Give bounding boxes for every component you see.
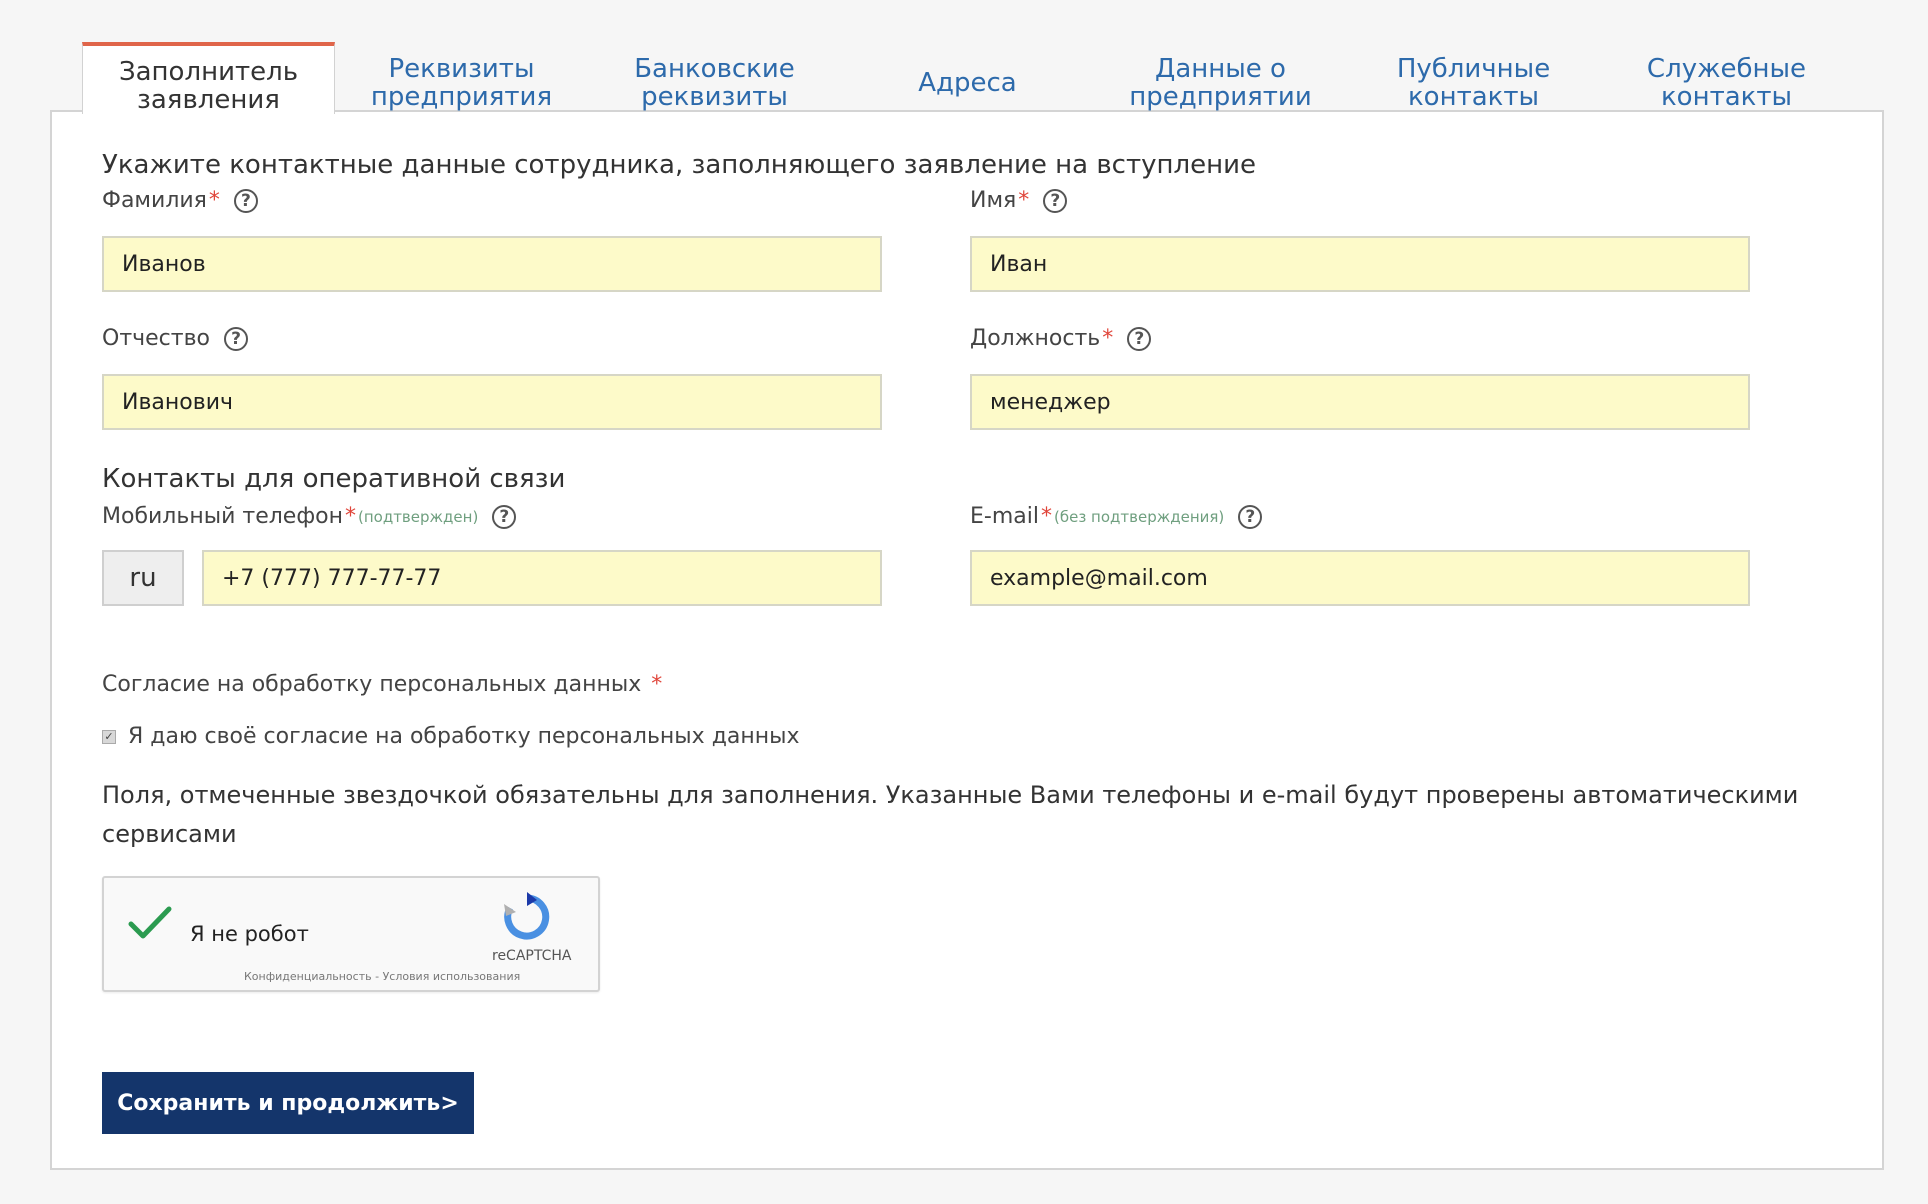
name-label <box>970 188 1067 213</box>
position-label-text: Должность <box>970 326 1101 351</box>
recaptcha-checkmark-icon[interactable] <box>128 906 172 940</box>
form-heading: Укажите контактные данные сотрудника, заполняющего заявление на вступление <box>102 150 1256 180</box>
email-label-text: E-mail <box>970 504 1039 529</box>
contacts-heading: Контакты для оперативной связи <box>102 464 566 494</box>
help-icon[interactable]: ? <box>492 505 516 529</box>
patronymic-field[interactable] <box>102 374 882 430</box>
consent-heading-text: Согласие на обработку персональных данных <box>102 672 642 697</box>
surname-field[interactable] <box>102 236 882 292</box>
email-field[interactable] <box>970 550 1750 606</box>
required-marker: * <box>1102 326 1114 351</box>
name-field[interactable] <box>970 236 1750 292</box>
phone-label-text: Мобильный телефон <box>102 504 343 529</box>
save-and-continue-button[interactable]: Сохранить и продолжить> <box>102 1072 474 1134</box>
required-marker: * <box>208 188 220 213</box>
form-panel <box>50 110 1884 1170</box>
email-unconfirmed-note: (без подтверждения) <box>1053 507 1225 526</box>
consent-heading <box>102 672 662 697</box>
tab-service-contacts[interactable]: Служебные контакты <box>1646 54 1807 112</box>
email-label <box>970 504 1262 529</box>
help-icon[interactable]: ? <box>234 189 258 213</box>
help-icon[interactable]: ? <box>1043 189 1067 213</box>
phone-label <box>102 504 516 529</box>
position-label <box>970 326 1151 351</box>
help-icon[interactable]: ? <box>224 327 248 351</box>
consent-row <box>102 724 800 749</box>
required-marker: * <box>1040 504 1052 529</box>
consent-checkbox-label: Я даю своё согласие на обработку персональных данных <box>128 724 800 749</box>
surname-label <box>102 188 258 213</box>
recaptcha-label: Я не робот <box>190 922 309 946</box>
tab-public-contacts[interactable]: Публичные контакты <box>1396 54 1551 112</box>
phone-field[interactable] <box>202 550 882 606</box>
tab-company-details[interactable]: Реквизиты предприятия <box>370 54 553 112</box>
required-fields-info: Поля, отмеченные звездочкой обязательны для заполнения. Указанные Вами телефоны и e-mail будут проверены автоматическими сервисами <box>102 781 1799 848</box>
consent-checkbox[interactable]: ✓ <box>102 730 116 744</box>
tab-bank-details[interactable]: Банковские реквизиты <box>634 54 795 112</box>
tab-bar <box>82 42 1856 115</box>
country-code-selector[interactable]: ru <box>102 550 184 606</box>
tab-company-data[interactable]: Данные о предприятии <box>1129 54 1312 112</box>
name-label-text: Имя <box>970 188 1017 213</box>
help-icon[interactable]: ? <box>1238 505 1262 529</box>
phone-confirmed-note: (подтвержден) <box>357 507 479 526</box>
recaptcha-logo-icon <box>502 892 552 942</box>
tab-applicant[interactable]: Заполнитель заявления <box>82 42 335 114</box>
help-icon[interactable]: ? <box>1127 327 1151 351</box>
patronymic-label <box>102 326 248 351</box>
required-marker: * <box>1018 188 1030 213</box>
tab-addresses[interactable]: Адреса <box>918 68 1017 98</box>
surname-label-text: Фамилия <box>102 188 207 213</box>
required-marker: * <box>651 672 663 697</box>
recaptcha-links[interactable]: Конфиденциальность - Условия использования <box>244 970 521 983</box>
position-field[interactable] <box>970 374 1750 430</box>
required-marker: * <box>344 504 356 529</box>
recaptcha-brand: reCAPTCHA <box>492 948 572 964</box>
patronymic-label-text: Отчество <box>102 326 211 351</box>
recaptcha-widget <box>102 876 600 992</box>
